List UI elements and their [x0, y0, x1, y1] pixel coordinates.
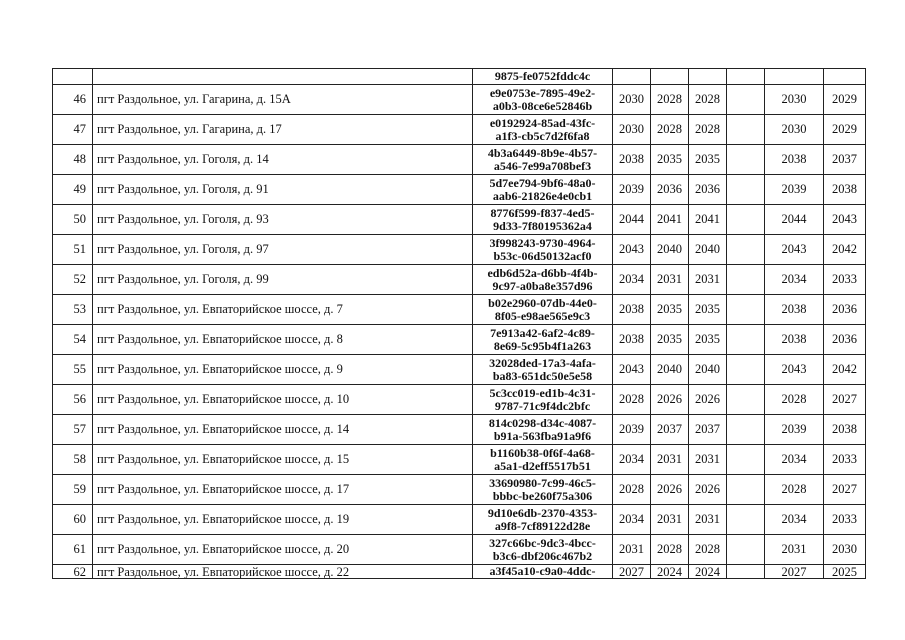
year-cell: 2038: [765, 145, 824, 175]
fias-code-line: 33690980-7c99-46c5-: [489, 475, 596, 490]
year-cell: [824, 69, 866, 85]
year-cell: 2043: [824, 205, 866, 235]
row-number-cell: 55: [53, 355, 93, 385]
fias-code-cell: [473, 265, 613, 295]
year-cell: 2031: [651, 445, 689, 475]
address-cell: пгт Раздольное, ул. Гоголя, д. 93: [93, 205, 473, 235]
fias-code-line: b02e2960-07db-44e0-: [488, 295, 597, 310]
year-cell: 2026: [651, 475, 689, 505]
fias-code-line: a9f8-7cf89122d28e: [494, 518, 591, 533]
year-cell: [727, 355, 765, 385]
fias-code-cell: [473, 415, 613, 445]
year-cell: [727, 85, 765, 115]
table-row: [53, 295, 866, 325]
fias-code-cell: [473, 535, 613, 565]
year-cell: 2036: [824, 325, 866, 355]
fias-code-line: edb6d52a-d6bb-4f4b-: [487, 265, 598, 280]
year-cell: 2024: [651, 565, 689, 579]
address-cell: пгт Раздольное, ул. Гоголя, д. 14: [93, 145, 473, 175]
fias-code-cell: [473, 475, 613, 505]
fias-code-cell: [473, 445, 613, 475]
fias-code-line: ba83-651dc50e5e58: [492, 368, 593, 383]
table-row: [53, 145, 866, 175]
year-cell: 2024: [689, 565, 727, 579]
fias-code-line: 7e913a42-6af2-4c89-: [490, 325, 595, 340]
table-row: [53, 205, 866, 235]
year-cell: 2028: [613, 385, 651, 415]
fias-code-cell: [473, 175, 613, 205]
fias-code-cell: [473, 145, 613, 175]
year-cell: 2031: [689, 265, 727, 295]
year-cell: 2035: [651, 295, 689, 325]
row-number-cell: 61: [53, 535, 93, 565]
fias-code-line: 5d7ee794-9bf6-48a0-: [489, 175, 596, 190]
year-cell: 2039: [765, 175, 824, 205]
year-cell: [727, 115, 765, 145]
year-cell: 2038: [765, 325, 824, 355]
year-cell: 2028: [689, 115, 727, 145]
year-cell: 2027: [765, 565, 824, 579]
fias-code-line: a3f45a10-c9a0-4ddc-: [489, 564, 596, 578]
address-cell: пгт Раздольное, ул. Евпаторийское шоссе, д. 14: [93, 415, 473, 445]
year-cell: 2040: [689, 235, 727, 265]
year-cell: 2031: [765, 535, 824, 565]
year-cell: [727, 445, 765, 475]
row-number-cell: 47: [53, 115, 93, 145]
fias-code-line: a5a1-d2eff5517b51: [494, 458, 591, 473]
table-row: [53, 505, 866, 535]
year-cell: 2029: [824, 115, 866, 145]
year-cell: [727, 69, 765, 85]
year-cell: [727, 475, 765, 505]
year-cell: 2034: [765, 505, 824, 535]
year-cell: 2030: [613, 115, 651, 145]
year-cell: 2036: [824, 295, 866, 325]
fias-code-line: bbbc-be260f75a306: [492, 488, 593, 503]
row-number-cell: 54: [53, 325, 93, 355]
year-cell: [727, 535, 765, 565]
year-cell: 2036: [689, 175, 727, 205]
year-cell: 2033: [824, 265, 866, 295]
address-cell: пгт Раздольное, ул. Гоголя, д. 97: [93, 235, 473, 265]
year-cell: 2027: [824, 475, 866, 505]
year-cell: 2040: [689, 355, 727, 385]
address-cell: пгт Раздольное, ул. Евпаторийское шоссе, д. 22: [93, 565, 473, 579]
year-cell: [689, 69, 727, 85]
year-cell: [727, 235, 765, 265]
year-cell: [651, 69, 689, 85]
year-cell: 2038: [824, 175, 866, 205]
year-cell: 2044: [613, 205, 651, 235]
table-row: [53, 385, 866, 415]
year-cell: 2034: [613, 445, 651, 475]
year-cell: [727, 175, 765, 205]
year-cell: 2035: [689, 145, 727, 175]
fias-code-line: a0b3-08ce6e52846b: [492, 98, 593, 113]
year-cell: 2043: [613, 355, 651, 385]
address-cell: пгт Раздольное, ул. Гоголя, д. 99: [93, 265, 473, 295]
fias-code-line: 32028ded-17a3-4afa-: [489, 355, 596, 370]
year-cell: [727, 145, 765, 175]
fias-code-line: a546-7e99a708bef3: [493, 158, 592, 173]
address-cell: пгт Раздольное, ул. Евпаторийское шоссе, д. 17: [93, 475, 473, 505]
fias-code-line: 9d10e6db-2370-4353-: [487, 505, 598, 520]
row-number-cell: 52: [53, 265, 93, 295]
year-cell: 2031: [689, 445, 727, 475]
year-cell: [727, 505, 765, 535]
year-cell: 2037: [824, 145, 866, 175]
row-number-cell: 48: [53, 145, 93, 175]
year-cell: 2038: [765, 295, 824, 325]
fias-code-line: 5c3cc019-ed1b-4c31-: [489, 385, 596, 400]
year-cell: 2028: [689, 85, 727, 115]
year-cell: [727, 325, 765, 355]
fias-code-cell: [473, 85, 613, 115]
table-row: [53, 85, 866, 115]
year-cell: 2043: [765, 235, 824, 265]
year-cell: [727, 565, 765, 579]
address-cell: пгт Раздольное, ул. Евпаторийское шоссе, д. 15: [93, 445, 473, 475]
year-cell: 2034: [765, 265, 824, 295]
fias-code-cell: [473, 205, 613, 235]
year-cell: 2034: [765, 445, 824, 475]
year-cell: [727, 295, 765, 325]
year-cell: [727, 265, 765, 295]
table-row-continuation: [53, 69, 866, 85]
fias-code-line: b3c6-dbf206c467b2: [492, 548, 593, 563]
fias-code-cell: [473, 69, 613, 85]
row-number-cell: 58: [53, 445, 93, 475]
year-cell: 2042: [824, 235, 866, 265]
row-number-cell: 50: [53, 205, 93, 235]
year-cell: 2040: [651, 235, 689, 265]
table-row: [53, 265, 866, 295]
year-cell: 2037: [651, 415, 689, 445]
table-row: [53, 475, 866, 505]
table-row: [53, 565, 866, 579]
year-cell: 2030: [613, 85, 651, 115]
fias-code-line: 4b3a6449-8b9e-4b57-: [487, 145, 598, 160]
year-cell: 2043: [613, 235, 651, 265]
housing-register-table: [52, 68, 866, 579]
year-cell: 2026: [689, 385, 727, 415]
year-cell: 2030: [765, 115, 824, 145]
year-cell: 2031: [689, 505, 727, 535]
fias-code-line: aab6-21826e4e0cb1: [492, 188, 593, 203]
table-row: [53, 115, 866, 145]
year-cell: 2028: [765, 475, 824, 505]
fias-code-line: e9e0753e-7895-49e2-: [489, 85, 596, 100]
fias-code-cell: [473, 115, 613, 145]
year-cell: 2033: [824, 505, 866, 535]
table-row: [53, 325, 866, 355]
year-cell: 2027: [824, 385, 866, 415]
year-cell: 2034: [613, 505, 651, 535]
year-cell: 2035: [689, 325, 727, 355]
year-cell: [727, 385, 765, 415]
fias-code-line: 814c0298-d34c-4087-: [488, 415, 597, 430]
row-number-cell: 46: [53, 85, 93, 115]
year-cell: [765, 69, 824, 85]
table-row: [53, 355, 866, 385]
fias-code-cell: [473, 235, 613, 265]
year-cell: 2039: [765, 415, 824, 445]
fias-code-line: 8776f599-f837-4ed5-: [490, 205, 595, 220]
fias-code-line: b53c-06d50132acf0: [493, 248, 592, 263]
year-cell: 2038: [613, 295, 651, 325]
year-cell: 2026: [651, 385, 689, 415]
year-cell: 2039: [613, 175, 651, 205]
year-cell: 2031: [613, 535, 651, 565]
fias-code-cell: [473, 295, 613, 325]
row-number-cell: 49: [53, 175, 93, 205]
row-number-cell: 51: [53, 235, 93, 265]
year-cell: 2025: [824, 565, 866, 579]
fias-code-line: 9787-71c9f4dc2bfc: [494, 398, 591, 413]
year-cell: [613, 69, 651, 85]
year-cell: 2044: [765, 205, 824, 235]
year-cell: 2030: [765, 85, 824, 115]
row-number-cell: 53: [53, 295, 93, 325]
row-number-cell: 62: [53, 565, 93, 579]
row-number-cell: 56: [53, 385, 93, 415]
address-cell: пгт Раздольное, ул. Евпаторийское шоссе, д. 8: [93, 325, 473, 355]
fias-code-line: 8f05-e98ae565e9c3: [494, 308, 591, 323]
year-cell: 2042: [824, 355, 866, 385]
year-cell: 2035: [651, 145, 689, 175]
fias-code-cell: [473, 565, 613, 579]
table-row: [53, 235, 866, 265]
address-cell: пгт Раздольное, ул. Евпаторийское шоссе, д. 7: [93, 295, 473, 325]
table-row: [53, 535, 866, 565]
year-cell: 2036: [651, 175, 689, 205]
year-cell: 2028: [765, 385, 824, 415]
fias-code-line: 9d33-7f80195362a4: [493, 218, 592, 233]
year-cell: 2029: [824, 85, 866, 115]
address-cell: пгт Раздольное, ул. Гагарина, д. 15А: [93, 85, 473, 115]
year-cell: 2035: [651, 325, 689, 355]
year-cell: 2041: [651, 205, 689, 235]
row-number-cell: [53, 69, 93, 85]
fias-code-line: 8e69-5c95b4f1a263: [493, 338, 592, 353]
year-cell: 2033: [824, 445, 866, 475]
address-cell: пгт Раздольное, ул. Гагарина, д. 17: [93, 115, 473, 145]
year-cell: 2043: [765, 355, 824, 385]
table-row: [53, 415, 866, 445]
year-cell: 2038: [613, 325, 651, 355]
year-cell: 2038: [824, 415, 866, 445]
year-cell: 2041: [689, 205, 727, 235]
fias-code-cell: [473, 325, 613, 355]
fias-code-cell: [473, 505, 613, 535]
fias-code-line: b91a-563fba91a9f6: [493, 428, 592, 443]
row-number-cell: 60: [53, 505, 93, 535]
address-cell: пгт Раздольное, ул. Евпаторийское шоссе, д. 9: [93, 355, 473, 385]
fias-code-line: 9c97-a0ba8e357d96: [492, 278, 593, 293]
year-cell: 2028: [651, 115, 689, 145]
year-cell: [727, 205, 765, 235]
table-row: [53, 445, 866, 475]
year-cell: [727, 415, 765, 445]
address-cell: [93, 69, 473, 85]
year-cell: 2040: [651, 355, 689, 385]
fias-code-cell: [473, 355, 613, 385]
year-cell: 2028: [689, 535, 727, 565]
address-cell: пгт Раздольное, ул. Евпаторийское шоссе, д. 10: [93, 385, 473, 415]
year-cell: 2026: [689, 475, 727, 505]
table-row: [53, 175, 866, 205]
year-cell: 2028: [651, 535, 689, 565]
fias-code-cell: [473, 385, 613, 415]
year-cell: 2037: [689, 415, 727, 445]
year-cell: 2030: [824, 535, 866, 565]
fias-code-line: 3f998243-9730-4964-: [489, 235, 596, 250]
address-cell: пгт Раздольное, ул. Евпаторийское шоссе, д. 19: [93, 505, 473, 535]
year-cell: 2039: [613, 415, 651, 445]
address-cell: пгт Раздольное, ул. Гоголя, д. 91: [93, 175, 473, 205]
fias-code-line: 9875-fe0752fddc4c: [494, 69, 591, 83]
year-cell: 2038: [613, 145, 651, 175]
year-cell: 2031: [651, 265, 689, 295]
year-cell: 2028: [613, 475, 651, 505]
year-cell: 2027: [613, 565, 651, 579]
year-cell: 2035: [689, 295, 727, 325]
fias-code-line: e0192924-85ad-43fc-: [489, 115, 596, 130]
address-cell: пгт Раздольное, ул. Евпаторийское шоссе, д. 20: [93, 535, 473, 565]
year-cell: 2031: [651, 505, 689, 535]
row-number-cell: 59: [53, 475, 93, 505]
fias-code-line: a1f3-cb5c7d2f6fa8: [495, 128, 590, 143]
year-cell: 2028: [651, 85, 689, 115]
row-number-cell: 57: [53, 415, 93, 445]
fias-code-line: 327c66bc-9dc3-4bcc-: [489, 535, 596, 550]
year-cell: 2034: [613, 265, 651, 295]
fias-code-line: b1160b38-0f6f-4a68-: [490, 445, 595, 460]
